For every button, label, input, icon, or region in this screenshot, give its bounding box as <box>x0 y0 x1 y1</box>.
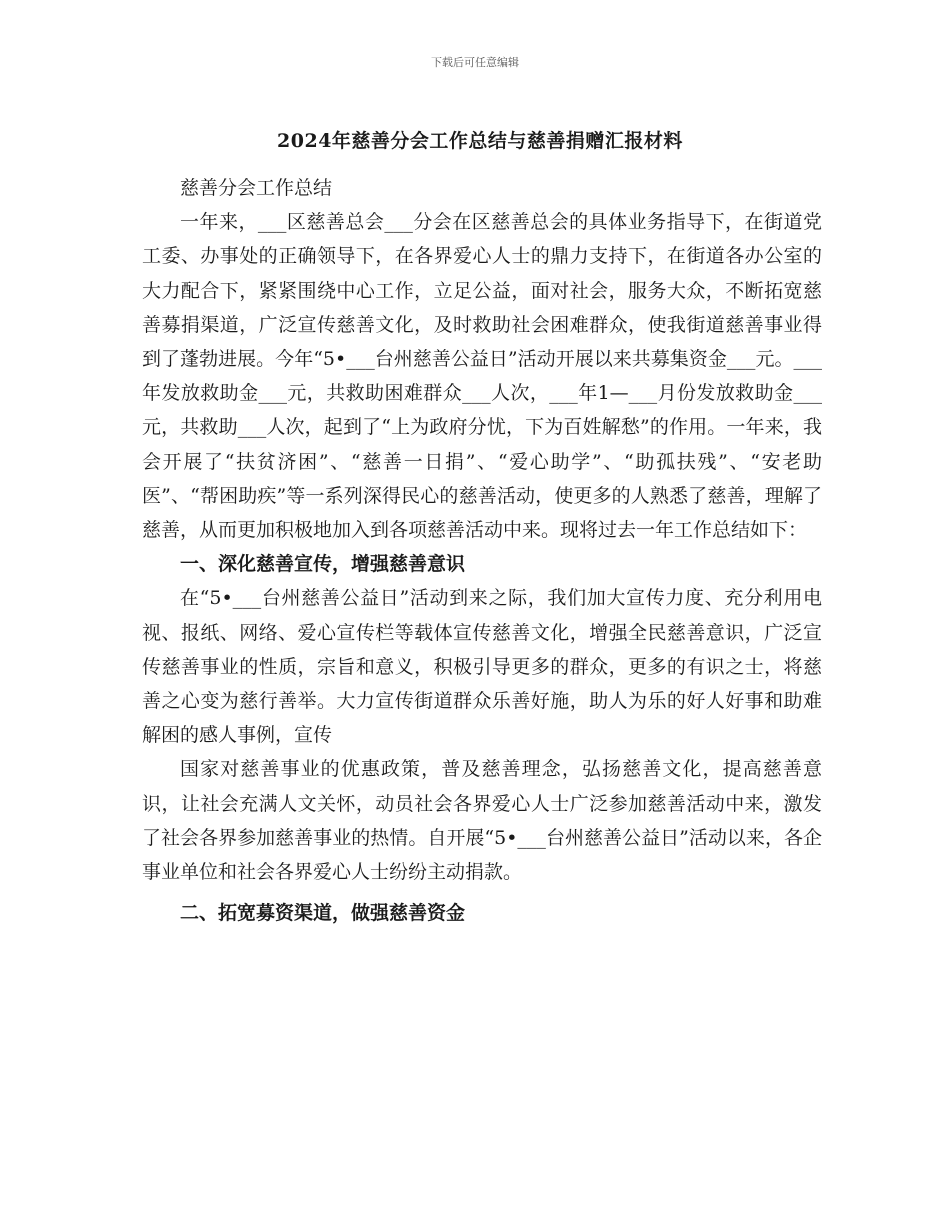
section-heading-2: 二、拓宽募资渠道，做强慈善资金 <box>180 902 466 925</box>
section-heading-1: 一、深化慈善宣传，增强慈善意识 <box>180 553 466 576</box>
header-note: 下载后可任意编辑 <box>431 56 519 69</box>
intro-paragraph: 一年来，___区慈善总会___分会在区慈善总会的具体业务指导下，在街道党工委、办事处的正确领导下，在各界爱心人士的鼎力支持下，在街道各办公室的大力配合下，紧紧围绕中心工作，立足公益，面对社会，服务大众，不断拓宽慈善募捐渠道，广泛宣传慈善文化，及时救助社会困难群众，使我街道慈善事业得到了蓬勃进展。今年“5•___台州慈善公益日”活动开展以来共募集资金___元。___年发放救助金___元，共救助困难群众___人次，___年1—___月份发放救助金___元，共救助___人次，起到了“上为政府分忧，下为百姓解愁”的作用。一年来，我会开展了“扶贫济困”、“慈善一日捐”、“爱心助学”、“助孤扶残”、“安老助医”、“帮困助疾”等一系列深得民心的慈善活动，使更多的人熟悉了慈善，理解了慈善，从而更加积极地加入到各项慈善活动中来。现将过去一年工作总结如下： <box>142 211 822 542</box>
section-label: 慈善分会工作总结 <box>180 177 333 199</box>
paragraph-policy: 国家对慈善事业的优惠政策，普及慈善理念，弘扬慈善文化，提高慈善意识，让社会充满人文关怀，动员社会各界爱心人士广泛参加慈善活动中来，激发了社会各界参加慈善事业的热情。自开展“5•___台州慈善公益日”活动以来，各企事业单位和社会各界爱心人士纷纷主动捐款。 <box>142 758 822 884</box>
paragraph-publicity: 在“5•___台州慈善公益日”活动到来之际，我们加大宣传力度、充分利用电视、报纸、网络、爱心宣传栏等载体宣传慈善文化，增强全民慈善意识，广泛宣传慈善事业的性质，宗旨和意义，积极引导更多的群众，更多的有识之士，将慈善之心变为慈行善举。大力宣传街道群众乐善好施，助人为乐的好人好事和助难解困的感人事例，宣传 <box>142 587 822 747</box>
document-title: 2024年慈善分会工作总结与慈善捐赠汇报材料 <box>277 130 683 152</box>
document-body <box>142 171 822 930</box>
